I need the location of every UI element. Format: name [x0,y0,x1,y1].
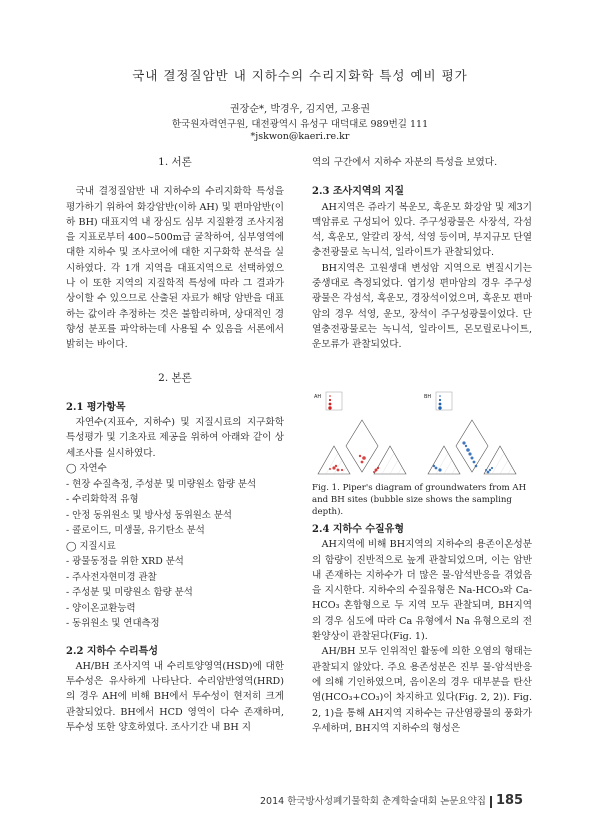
evaluation-item-list [66,461,284,632]
right-column-top [312,155,532,353]
bh-sample-point [462,441,465,444]
bh-sample-point [466,448,470,452]
list-item: ◯ 지질시료 [66,540,116,552]
subsection-2-4-para-1: AH지역에 비해 BH지역의 지하수의 용존이온성분의 함량이 진반적으로 높게 관찰되었으며, 이는 암반 내 존재하는 지하수가 더 많은 물-암석반응을 겪었음을 지시한다. 지하수의 수질유형은 Na-HCO₃와 Ca-HCO₃ 혼합형으로 두 지역 모두 관찰되며, BH지역의 경우 심도에 따라 Ca 유형에서 Na 유형으로의 전환양상이 관찰된다(Fig. 1). [312,539,532,643]
list-item: - 광물동정을 위한 XRD 분석 [66,556,184,568]
page-footer [260,793,523,808]
footer-divider [490,796,492,808]
email: *jskwon@kaeri.re.kr [250,131,350,142]
subsection-2-3-heading: 2.3 조사지역의 지질 [312,186,404,198]
ah-grid-line [382,453,394,474]
ah-sample-point [377,467,379,469]
bh-sample-point [471,457,474,460]
bh-grid-line [436,453,448,474]
bh-grid-line [444,460,452,474]
bh-sample-point [485,469,487,471]
bh-sample-point [465,445,467,447]
piper-diagram-svg [312,388,532,480]
affiliation: 한국원자력연구원, 대전광역시 유성구 대덕대로 989번길 111 [171,119,429,130]
ah-grid-line [326,453,338,474]
ah-sample-point [341,469,343,471]
bh-grid-line [492,453,504,474]
ah-sample-point [362,456,366,460]
list-item: - 현장 수질측정, 주성분 및 미량원소 함량 분석 [66,478,257,490]
list-item: - 주성분 및 미량원소 함량 분석 [66,587,193,599]
section-1-heading: 1. 서론 [158,156,192,168]
paper-title: 국내 결정질암반 내 지하수의 수리지화학 특성 예비 평가 [132,68,468,83]
bh-sample-point [475,465,478,468]
page-number: 185 [495,793,524,808]
list-item: ◯ 자연수 [66,463,107,475]
ah-sample-point [361,461,364,464]
ah-sample-point [373,471,375,473]
bh-legend-marker [439,403,442,406]
bh-legend-marker [438,406,441,409]
bh-legend-marker [439,395,441,397]
bh-sample-point [491,467,493,469]
section-2-heading: 2. 본론 [158,371,192,384]
list-item: - 수리화학적 유형 [66,494,139,506]
bh-grid-line [452,467,456,474]
list-item: - 주사전자현미경 관찰 [66,571,157,583]
list-item: - 콜로이드, 미생물, 유기탄소 분석 [66,525,205,537]
subsection-2-1-text: 자연수(지표수, 지하수) 및 지질시료의 지구화학 특성평가 및 기초자료 제공을 위하여 아래와 같이 상세조사를 실시하였다. [66,417,284,459]
ah-legend-box [326,392,342,410]
bh-legend-box [436,392,452,410]
ah-sample-point [329,468,331,470]
bh-sample-point [473,461,476,464]
ah-panel-label: AH [314,394,322,400]
left-column [66,155,284,735]
authors: 권장순*, 박경우, 김지연, 고용권 [230,104,370,115]
bh-sample-point [435,467,438,470]
subsection-2-2-text: AH/BH 조사지역 내 수리토양영역(HSD)에 대한 투수성은 유사하게 나타난다. 수리암반영역(HRD)의 경우 AH에 비해 BH에서 투수성이 현저히 크게 관찰되었다. BH에서 HCD 영역이 다수 존재하며, 투수성 또한 양호하였다. 조사기간 내 BH 지 [66,660,284,734]
bh-sample-point [433,465,435,467]
bh-grid-line [500,460,508,474]
ah-sample-point [375,469,378,472]
bh-legend-marker [439,399,441,401]
piper-diagram-figure [312,388,532,480]
continued-text: 역의 구간에서 지하수 자분의 특성을 보였다. [312,157,498,168]
subsection-2-4-heading: 2.4 지하수 수질유형 [312,524,404,535]
ah-sample-point [335,465,337,467]
bh-sample-point [468,452,471,455]
ah-sample-point [359,455,361,457]
ah-legend-marker [329,395,331,397]
bh-panel-label: BH [424,394,432,400]
subsection-2-3-para-2: BH지역은 고원생대 변성암 지역으로 변질시기는 중생대로 측정되었다. 엽기성 편마암의 경우 주구성광물은 각섬석, 흑운모, 경장석이었으며, 흑운모 편마암의 경우 석영, 운모, 장석이 주구성광물이었다. 단열충전광물로는 녹니석, 일라이트, 몬모릴로나이트, 운모류가 관찰되었다. [312,262,532,351]
ah-legend-marker [329,399,331,401]
section-1-text: 국내 결정질암반 내 지하수의 수리지화학 특성을 평가하기 위하여 화강암반(이하 AH) 및 편마암반(이하 BH) 대표지역 내 장심도 심부 지질환경 조사지점을 지표로부터 400~500m급 굴착하여, 심부영역에 대한 지하수 및 조사코어에 대한 지구화학 분석을 실시하였다. 각 1개 지역을 대표지역으로 선택하였으나 이 또한 지역의 지질학적 특성에 따라 그 결과가 상이할 수 있으므로 산출된 자료가 해당 암반을 대표하는 값이라 추정하는 것은 불합리하며, 상대적인 경향성 분포를 파악하는데 사용될 수 있음을 서론에서 밝히는 바이다. [66,186,284,351]
right-column-bottom [312,522,532,736]
subsection-2-1-heading: 2.1 평가항목 [66,401,126,413]
ah-diamond [346,420,378,472]
ah-grid-line [398,467,402,474]
bh-grid-line [508,467,512,474]
bh-sample-point [438,468,441,471]
ah-legend-marker [328,406,331,409]
subsection-2-2-heading: 2.2 지하수 수리특성 [66,645,158,657]
list-item: - 안정 동위원소 및 방사성 동위원소 분석 [66,509,232,521]
figure-caption: Fig. 1. Piper's diagram of groundwaters from AH and BH sites (bubble size shows the sampling depth). [312,483,527,517]
subsection-2-3-para-1: AH지역은 쥬라기 복운모, 흑운모 화강암 및 제3기 맥암류로 구성되어 있다. 주구성광물은 사장석, 각섬석, 흑운모, 알칼리 장석, 석영 등이며, 부지규모 단열충전광물로 녹니석, 일라이트가 관찰되었다. [312,201,532,259]
ah-sample-point [332,466,335,469]
bh-sample-point [489,469,491,471]
bh-diamond [456,420,488,472]
list-item: - 양이온교환능력 [66,602,136,614]
ah-legend-marker [329,403,332,406]
bh-sample-point [487,471,490,474]
conference-name: 2014 한국방사성폐기물학회 춘계학술대회 논문요약집 [260,796,486,807]
list-item: - 동위원소 및 연대측정 [66,618,160,630]
ah-grid-line [390,460,398,474]
ah-sample-point [337,469,340,472]
subsection-2-4-para-2: AH/BH 모두 인위적인 활동에 의한 오염의 형태는 관찰되지 않았다. 주요 용존성분은 진부 물-암석반응에 의해 기인하였으며, 음이온의 경우 대부분을 탄산염(HCO₃+CO₃)이 차지하고 있다(Fig. 2, 2)). Fig. 2, 1)을 통해 AH지역 지하수는 규산염광물의 풍화가 우세하며, BH지역 지하수의 형성은 [312,646,532,734]
